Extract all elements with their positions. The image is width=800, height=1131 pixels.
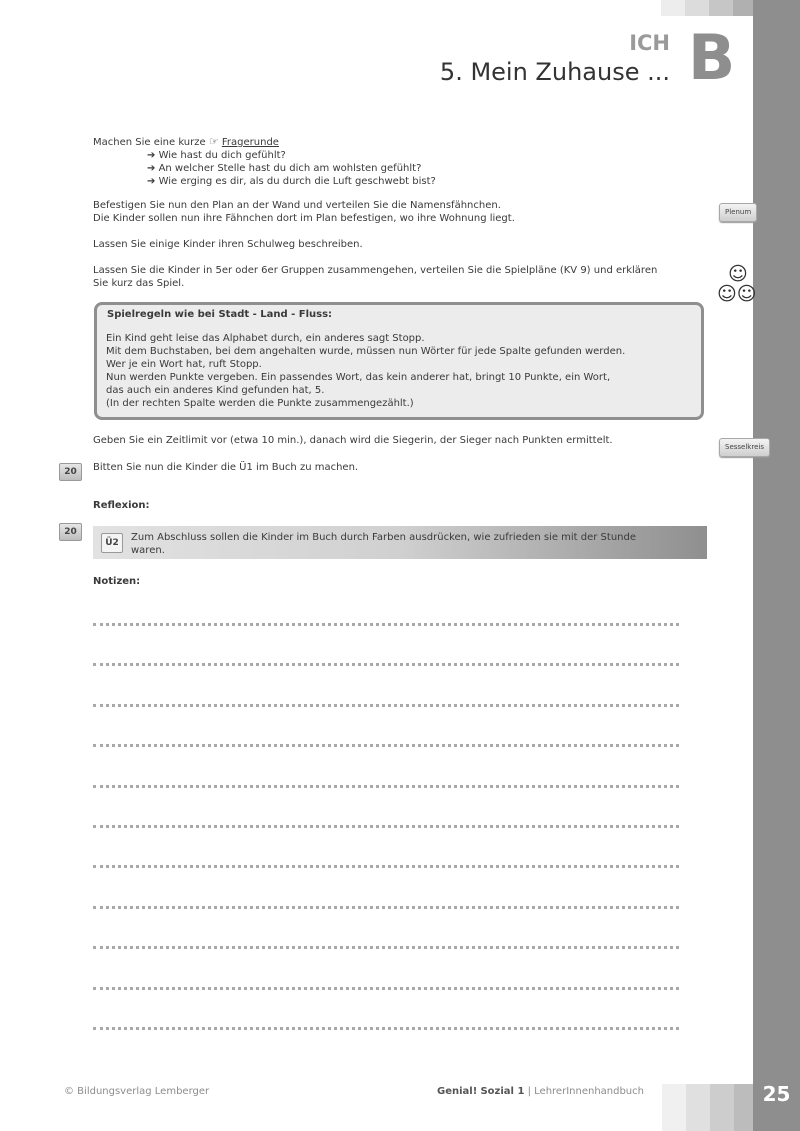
plan-line: Befestigen Sie nun den Plan an der Wand und verteilen Sie die Namensfähnchen. — [93, 200, 501, 211]
top-strip-segment — [661, 0, 685, 16]
question-item — [93, 149, 708, 162]
top-strip-segment — [733, 0, 753, 16]
note-line[interactable] — [93, 785, 679, 788]
question-text: Wie hast du dich gefühlt? — [158, 150, 286, 161]
exercise-line: waren. — [131, 545, 165, 556]
groups-line: Sie kurz das Spiel. — [93, 278, 185, 289]
top-strip-segment — [685, 0, 709, 16]
note-line[interactable] — [93, 744, 679, 747]
sesselkreis-label: Sesselkreis — [719, 438, 770, 457]
rule-line: Wer je ein Wort hat, ruft Stopp. — [106, 359, 262, 370]
intro-lead-text: Machen Sie eine kurze — [93, 137, 209, 148]
question-item — [93, 162, 708, 175]
note-line[interactable] — [93, 906, 679, 909]
groups-line: Lassen Sie die Kinder in 5er oder 6er Gruppen zusammengehen, verteilen Sie die Spielpläne (KV 9) und erklären — [93, 265, 658, 276]
groups-paragraph — [93, 264, 708, 290]
page-title: 5. Mein Zuhause ... — [439, 58, 670, 86]
top-strip-segment — [709, 0, 733, 16]
rules-title: Spielregeln wie bei Stadt - Land - Fluss: — [107, 309, 333, 320]
copyright: © Bildungsverlag Lemberger — [64, 1086, 210, 1097]
note-line[interactable] — [93, 825, 679, 828]
intro-block — [93, 135, 708, 188]
page-ref-badge: 20 — [59, 463, 82, 481]
intro-lead — [93, 135, 708, 149]
rule-line: das auch ein anderes Kind gefunden hat, 5. — [106, 385, 325, 396]
rules-box — [94, 302, 704, 420]
note-line[interactable] — [93, 987, 679, 990]
book-separator: | — [524, 1086, 535, 1097]
arrow-right-icon: ➔ — [147, 176, 156, 187]
note-line[interactable] — [93, 704, 679, 707]
footer-strip-segment — [710, 1084, 734, 1131]
smiley-icon: ☺ — [728, 263, 748, 285]
question-text: Wie erging es dir, als du durch die Luft geschwebt bist? — [158, 176, 436, 187]
rule-line: Nun werden Punkte vergeben. Ein passendes Wort, das kein anderer hat, bringt 10 Punkte, ein Wort, — [106, 372, 611, 383]
page-ref-badge: 20 — [59, 523, 82, 541]
question-text: An welcher Stelle hast du dich am wohlsten gefühlt? — [158, 163, 422, 174]
note-line[interactable] — [93, 1027, 679, 1030]
book-series: Sozial 1 — [480, 1086, 525, 1097]
note-line[interactable] — [93, 623, 679, 626]
note-line[interactable] — [93, 663, 679, 666]
section-letter: B — [688, 21, 736, 94]
schoolway-paragraph: Lassen Sie einige Kinder ihren Schulweg beschreiben. — [93, 239, 363, 250]
notes-heading: Notizen: — [93, 576, 141, 587]
footer-strip-segment — [734, 1084, 753, 1131]
pointing-hand-icon: ☞ — [208, 135, 219, 148]
footer-book-title — [437, 1085, 644, 1098]
rule-line: Mit dem Buchstaben, bei dem angehalten wurde, müssen nun Wörter für jede Spalte gefunden werden. — [106, 346, 626, 357]
footer-strip-segment — [662, 1084, 686, 1131]
plenum-label: Plenum — [719, 203, 757, 222]
chapter-label: ICH — [629, 31, 670, 55]
book-brand: Genial! — [437, 1086, 478, 1097]
question-item — [93, 175, 708, 188]
arrow-right-icon: ➔ — [147, 163, 156, 174]
exercise-text — [131, 531, 691, 557]
page-number: 25 — [762, 1082, 791, 1106]
note-line[interactable] — [93, 865, 679, 868]
rule-line: (In der rechten Spalte werden die Punkte zusammengezählt.) — [106, 398, 414, 409]
footer-strip-segment — [686, 1084, 710, 1131]
plan-paragraph — [93, 199, 708, 225]
exercise-line: Zum Abschluss sollen die Kinder im Buch durch Farben ausdrücken, wie zufrieden sie mit der Stunde — [131, 532, 637, 543]
timelimit-paragraph: Geben Sie ein Zeitlimit vor (etwa 10 min.), danach wird die Siegerin, der Sieger nach Punkten ermittelt. — [93, 435, 613, 446]
exercise-badge: Ü2 — [101, 533, 123, 553]
side-color-band — [753, 0, 800, 1131]
smiley-pair-icon: ☺☺ — [717, 283, 757, 305]
book-task-paragraph: Bitten Sie nun die Kinder die Ü1 im Buch zu machen. — [93, 462, 359, 473]
book-type: LehrerInnenhandbuch — [534, 1086, 644, 1097]
rules-lines — [106, 332, 696, 410]
rule-line: Ein Kind geht leise das Alphabet durch, ein anderes sagt Stopp. — [106, 333, 425, 344]
fragerunde-link[interactable]: Fragerunde — [221, 137, 279, 148]
plan-line: Die Kinder sollen nun ihre Fähnchen dort im Plan befestigen, wo ihre Wohnung liegt. — [93, 213, 515, 224]
note-line[interactable] — [93, 946, 679, 949]
arrow-right-icon: ➔ — [147, 150, 156, 161]
exercise-bar — [93, 526, 707, 559]
reflexion-heading: Reflexion: — [93, 500, 150, 511]
